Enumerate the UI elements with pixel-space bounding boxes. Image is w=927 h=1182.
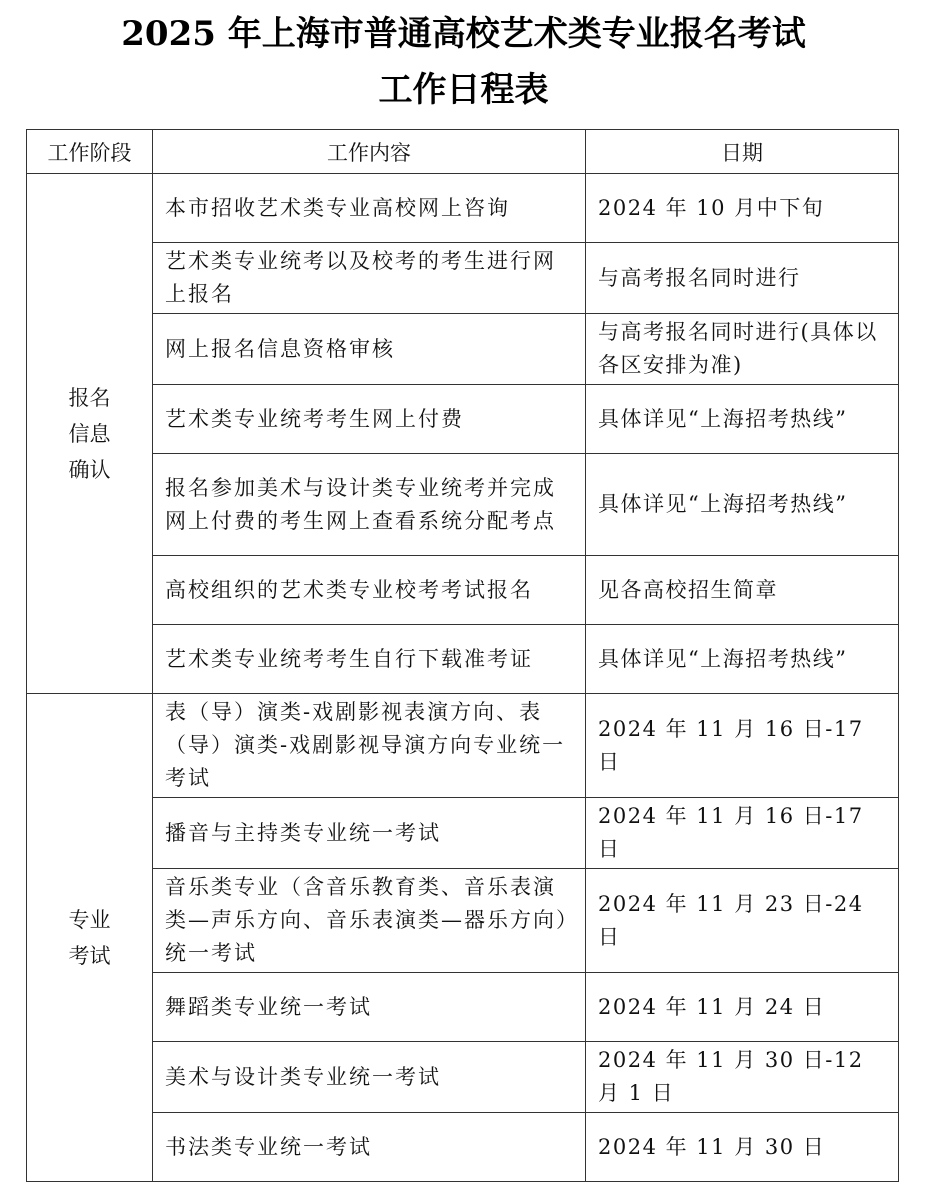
date-cell: 具体详见“上海招考热线” <box>586 385 899 454</box>
date-cell: 2024 年 11 月 30 日 <box>586 1113 899 1182</box>
table-row <box>27 454 899 556</box>
table-header-row <box>27 130 899 174</box>
date-cell: 与高考报名同时进行(具体以各区安排为准) <box>586 314 899 385</box>
table-row <box>27 314 899 385</box>
date-cell: 与高考报名同时进行 <box>586 243 899 314</box>
content-cell: 书法类专业统一考试 <box>153 1113 586 1182</box>
date-cell: 见各高校招生简章 <box>586 556 899 625</box>
table-row <box>27 694 899 798</box>
schedule-table <box>26 129 899 1182</box>
table-row <box>27 243 899 314</box>
stage-cell-exam: 专业考试 <box>27 694 153 1182</box>
document-title-line-2: 工作日程表 <box>378 70 549 110</box>
table-row <box>27 385 899 454</box>
content-cell: 音乐类专业（含音乐教育类、音乐表演类—声乐方向、音乐表演类—器乐方向）统一考试 <box>153 869 586 973</box>
content-cell: 艺术类专业统考以及校考的考生进行网上报名 <box>153 243 586 314</box>
content-cell: 本市招收艺术类专业高校网上咨询 <box>153 174 586 243</box>
table-row <box>27 869 899 973</box>
date-cell: 2024 年 11 月 16 日-17 日 <box>586 798 899 869</box>
table-row <box>27 1113 899 1182</box>
date-cell: 2024 年 11 月 16 日-17 日 <box>586 694 899 798</box>
content-cell: 播音与主持类专业统一考试 <box>153 798 586 869</box>
content-cell: 表（导）演类-戏剧影视表演方向、表（导）演类-戏剧影视导演方向专业统一考试 <box>153 694 586 798</box>
content-cell: 美术与设计类专业统一考试 <box>153 1042 586 1113</box>
date-cell: 2024 年 11 月 24 日 <box>586 973 899 1042</box>
content-cell: 高校组织的艺术类专业校考考试报名 <box>153 556 586 625</box>
date-cell: 2024 年 10 月中下旬 <box>586 174 899 243</box>
header-content: 工作内容 <box>153 130 586 174</box>
document-title-line-1: 2025 年上海市普通高校艺术类专业报名考试 <box>121 14 806 54</box>
table-row <box>27 174 899 243</box>
header-stage: 工作阶段 <box>27 130 153 174</box>
table-row <box>27 973 899 1042</box>
content-cell: 报名参加美术与设计类专业统考并完成网上付费的考生网上查看系统分配考点 <box>153 454 586 556</box>
content-cell: 舞蹈类专业统一考试 <box>153 973 586 1042</box>
date-cell: 具体详见“上海招考热线” <box>586 454 899 556</box>
table-row <box>27 1042 899 1113</box>
stage-cell-registration: 报名信息确认 <box>27 174 153 694</box>
table-row <box>27 556 899 625</box>
table-row <box>27 798 899 869</box>
content-cell: 艺术类专业统考考生网上付费 <box>153 385 586 454</box>
date-cell: 2024 年 11 月 23 日-24 日 <box>586 869 899 973</box>
content-cell: 网上报名信息资格审核 <box>153 314 586 385</box>
date-cell: 2024 年 11 月 30 日-12 月 1 日 <box>586 1042 899 1113</box>
table-row <box>27 625 899 694</box>
header-date: 日期 <box>586 130 899 174</box>
date-cell: 具体详见“上海招考热线” <box>586 625 899 694</box>
content-cell: 艺术类专业统考考生自行下载准考证 <box>153 625 586 694</box>
